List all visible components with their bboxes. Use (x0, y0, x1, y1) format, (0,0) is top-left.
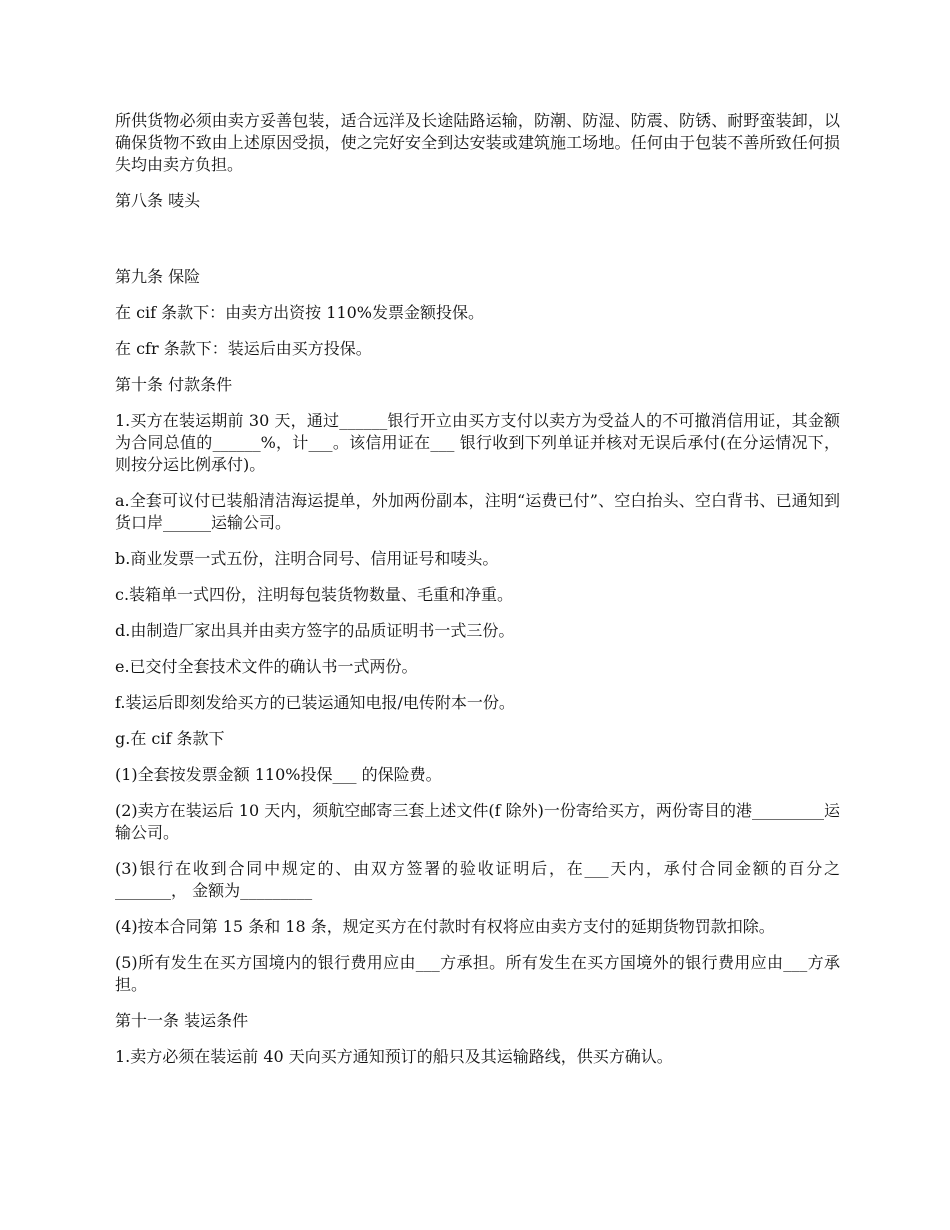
paragraph-item-a: a.全套可议付已装船清洁海运提单，外加两份副本，注明“运费已付”、空白抬头、空白背书、已通知到货口岸______运输公司。 (115, 491, 840, 532)
document-page (115, 110, 840, 1082)
paragraph-cfr-insurance: 在 cfr 条款下：装运后由买方投保。 (115, 339, 372, 358)
heading-article-11: 第十一条 装运条件 (115, 1011, 249, 1030)
paragraph-payment-1: 1.买方在装运期前 30 天，通过______银行开立由买方支付以卖方为受益人的不可撤消信用证，其金额为合同总值的______%，计___。该信用证在___ 银行收到下列单证并核对无误后承付(在分运情况下，则按分运比例承付)。 (115, 411, 840, 474)
paragraph-packing: 所供货物必须由卖方妥善包装，适合远洋及长途陆路运输，防潮、防湿、防震、防锈、耐野蛮装卸，以确保货物不致由上述原因受损，使之完好安全到达安装或建筑施工场地。任何由于包装不善所致任何损失均由卖方负担。 (115, 111, 840, 174)
paragraph-item-g2: (2)卖方在装运后 10 天内，须航空邮寄三套上述文件(f 除外)一份寄给买方，两份寄目的港_________运输公司。 (115, 801, 840, 842)
paragraph-item-e: e.已交付全套技术文件的确认书一式两份。 (115, 657, 418, 676)
paragraph-item-c: c.装箱单一式四份，注明每包装货物数量、毛重和净重。 (115, 585, 514, 604)
paragraph-item-d: d.由制造厂家出具并由卖方签字的品质证明书一式三份。 (115, 621, 515, 640)
heading-article-10: 第十条 付款条件 (115, 375, 233, 394)
heading-article-9: 第九条 保险 (115, 267, 201, 286)
heading-article-8: 第八条 唛头 (115, 191, 201, 210)
paragraph-item-g4: (4)按本合同第 15 条和 18 条，规定买方在付款时有权将应由卖方支付的延期货物罚款扣除。 (115, 917, 775, 936)
paragraph-item-g5: (5)所有发生在买方国境内的银行费用应由___方承担。所有发生在买方国境外的银行费用应由___方承担。 (115, 953, 840, 994)
paragraph-item-g3: (3)银行在收到合同中规定的、由双方签署的验收证明后，在___天内，承付合同金额的百分之_______， 金额为_________ (115, 859, 840, 900)
paragraph-item-g1: (1)全套按发票金额 110%投保___ 的保险费。 (115, 765, 442, 784)
paragraph-shipping-1: 1.卖方必须在装运前 40 天向买方通知预订的船只及其运输路线，供买方确认。 (115, 1047, 673, 1066)
paragraph-item-g: g.在 cif 条款下 (115, 729, 225, 748)
paragraph-item-b: b.商业发票一式五份，注明合同号、信用证号和唛头。 (115, 549, 499, 568)
paragraph-item-f: f.装运后即刻发给买方的已装运通知电报/电传附本一份。 (115, 693, 515, 712)
paragraph-cif-insurance: 在 cif 条款下：由卖方出资按 110%发票金额投保。 (115, 303, 485, 322)
